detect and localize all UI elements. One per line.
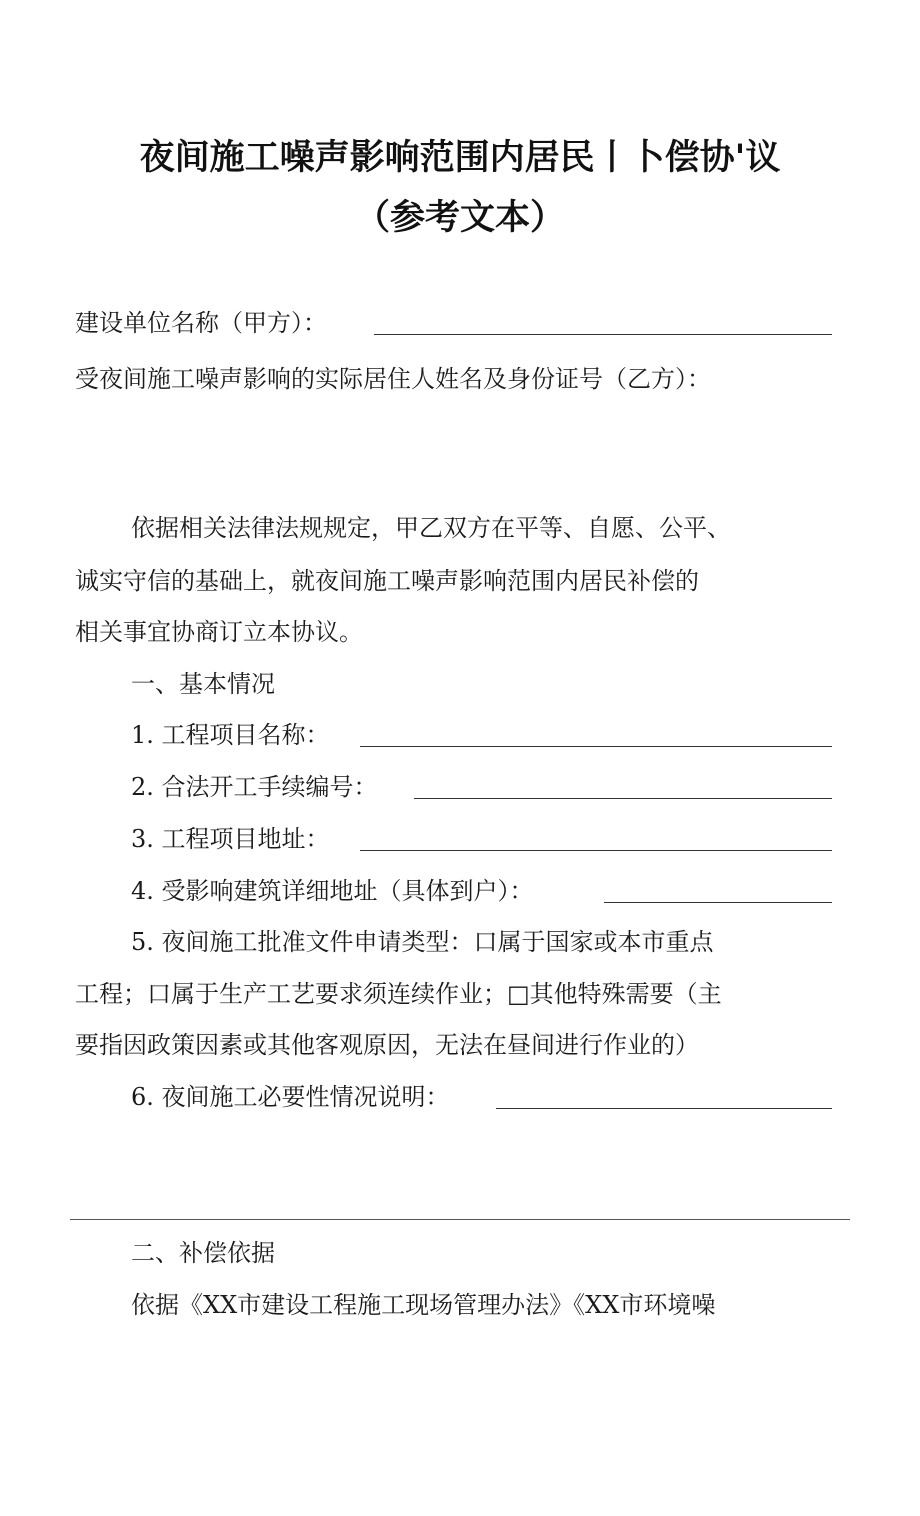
item5-line2: 工程；口属于生产工艺要求须连续作业；□其他特殊需要（主 xyxy=(75,980,722,1008)
item2-blank[interactable] xyxy=(414,798,832,799)
item4-blank[interactable] xyxy=(604,902,832,903)
item6-label: 6. 夜间施工必要性情况说明： xyxy=(131,1083,450,1111)
preamble-line2: 诚实守信的基础上，就夜间施工噪声影响范围内居民补偿的 xyxy=(75,567,699,595)
section2-heading: 二、补偿依据 xyxy=(131,1239,275,1267)
item1-blank[interactable] xyxy=(360,746,832,747)
document-title-line2: （参考文本） xyxy=(354,198,565,238)
item3-label: 3. 工程项目地址： xyxy=(131,825,330,853)
item3-blank[interactable] xyxy=(360,850,832,851)
item5-line1: 5. 夜间施工批准文件申请类型：口属于国家或本市重点 xyxy=(131,928,714,956)
item2-label: 2. 合法开工手续编号： xyxy=(131,773,378,801)
party-a-blank[interactable] xyxy=(374,334,832,335)
section2-line1: 依据《XX市建设工程施工现场管理办法》《XX市环境噪 xyxy=(131,1291,716,1319)
item4-label: 4. 受影响建筑详细地址（具体到户）： xyxy=(131,877,534,905)
item1-label: 1. 工程项目名称： xyxy=(131,721,330,749)
section-divider xyxy=(70,1219,850,1220)
item5-line3: 要指因政策因素或其他客观原因，无法在昼间进行作业的） xyxy=(75,1031,699,1059)
section1-heading: 一、基本情况 xyxy=(131,670,275,698)
preamble-line1: 依据相关法律法规规定，甲乙双方在平等、自愿、公平、 xyxy=(131,514,731,542)
preamble-line3: 相关事宜协商订立本协议。 xyxy=(75,618,363,646)
document-title-line1: 夜间施工噪声影响范围内居民丨卜偿协'议 xyxy=(139,138,781,178)
party-a-label: 建设单位名称（甲方）： xyxy=(75,309,327,337)
party-b-label: 受夜间施工噪声影响的实际居住人姓名及身份证号（乙方）： xyxy=(75,365,711,393)
item6-blank[interactable] xyxy=(496,1108,832,1109)
